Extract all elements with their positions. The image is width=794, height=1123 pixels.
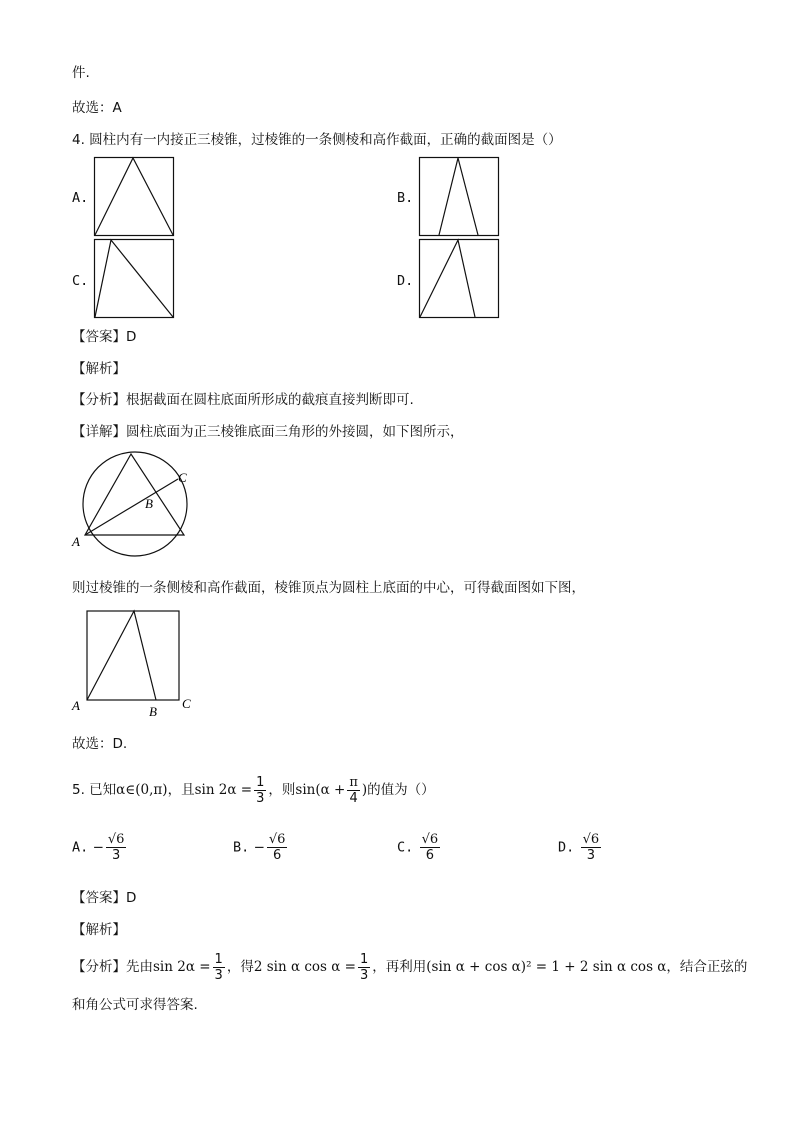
formula-fraction	[213, 952, 225, 983]
frac-num: 1	[256, 774, 265, 790]
frac-num: √6	[268, 832, 286, 847]
q5-answer: 【答案】D	[72, 890, 137, 906]
q5-close: )	[361, 782, 368, 798]
section-figure	[70, 608, 200, 720]
formula: 2 sin α cos α =	[253, 959, 356, 975]
q5-sin-open: sin(α +	[295, 782, 346, 798]
analysis-text: ，得	[226, 959, 254, 975]
circle-label-b: B	[145, 496, 153, 511]
q5-prefix: 5. 已知	[72, 782, 117, 798]
frac-den: 3	[256, 790, 265, 806]
analysis-tag: 【分析】	[72, 959, 126, 975]
option-a-figure	[94, 157, 174, 237]
section-label-a: A	[72, 698, 80, 713]
section-label-b: B	[149, 704, 157, 719]
q4-detail: 【详解】圆柱底面为正三棱锥底面三角形的外接圆，如下图所示，	[72, 424, 464, 440]
frac-num: π	[349, 774, 358, 790]
question-5-text	[72, 772, 435, 808]
q5-mid: ，且	[167, 782, 195, 798]
q5-then: ，则	[268, 782, 296, 798]
q5-sin2a: sin 2α =	[194, 782, 253, 798]
question-4-text: 4. 圆柱内有一内接正三棱锥，过棱锥的一条侧棱和高作截面，正确的截面图是（）	[72, 132, 562, 148]
option-b-figure	[419, 157, 499, 237]
option-sign: −	[92, 839, 104, 856]
option-c-label: C.	[72, 273, 89, 289]
q4-analysis: 【分析】根据截面在圆柱底面所形成的截痕直接判断即可.	[72, 392, 414, 408]
circle-label-c: C	[178, 470, 187, 485]
frac-num: 1	[359, 951, 369, 967]
frac-den: 6	[425, 848, 434, 863]
option-d-label: D.	[397, 273, 414, 289]
q4-answer: 【答案】D	[72, 329, 137, 345]
q5-analysis	[72, 949, 747, 985]
circumcircle-figure	[70, 450, 200, 560]
q5-analysis-cont: 和角公式可求得答案.	[72, 997, 198, 1013]
q5-option-b	[233, 832, 289, 863]
frac-den: 6	[273, 848, 282, 863]
frac-num: √6	[421, 832, 439, 847]
continued-text: 件.	[72, 65, 90, 81]
analysis-text: 先由	[126, 959, 153, 975]
option-label: C.	[397, 839, 414, 856]
frac-den: 3	[359, 967, 369, 983]
formula: (sin α + cos α)² = 1 + 2 sin α cos α	[426, 959, 667, 975]
frac-den: 3	[112, 848, 121, 863]
q5-analysis-heading: 【解析】	[72, 922, 126, 938]
choice-line: 故选：A	[72, 100, 122, 116]
q5-fraction	[254, 775, 266, 806]
option-fraction	[420, 832, 441, 863]
option-label: D.	[558, 839, 575, 856]
frac-den: 3	[586, 848, 595, 863]
q4-then: 则过棱锥的一条侧棱和高作截面，棱锥顶点为圆柱上底面的中心，可得截面图如下图，	[72, 580, 585, 596]
option-fraction	[106, 832, 127, 863]
q5-alpha-range: α∈(0,π)	[116, 782, 168, 798]
section-label-c: C	[182, 696, 191, 711]
option-a-label: A.	[72, 190, 89, 206]
q5-option-a	[72, 832, 128, 863]
option-b-label: B.	[397, 190, 414, 206]
q5-option-d	[558, 832, 603, 863]
option-c-figure	[94, 239, 174, 319]
frac-num: √6	[582, 832, 600, 847]
frac-num: √6	[107, 832, 125, 847]
formula-fraction	[358, 952, 370, 983]
q4-analysis-heading: 【解析】	[72, 361, 126, 377]
frac-den: 3	[214, 967, 223, 983]
option-label: B.	[233, 839, 250, 856]
option-label: A.	[72, 839, 89, 856]
option-fraction	[267, 832, 288, 863]
option-fraction	[581, 832, 602, 863]
formula: sin 2α =	[153, 959, 211, 975]
analysis-text: ，结合正弦的	[666, 959, 748, 975]
q4-choose: 故选：D.	[72, 736, 128, 752]
q5-tail: 的值为（）	[367, 782, 435, 798]
circle-label-a: A	[72, 534, 80, 549]
option-d-figure	[419, 239, 499, 319]
frac-num: 1	[214, 951, 223, 967]
q5-pi-fraction	[347, 775, 360, 806]
q5-option-c	[397, 832, 442, 863]
analysis-text: ，再利用	[372, 959, 427, 975]
option-sign: −	[253, 839, 265, 856]
frac-den: 4	[349, 790, 358, 806]
